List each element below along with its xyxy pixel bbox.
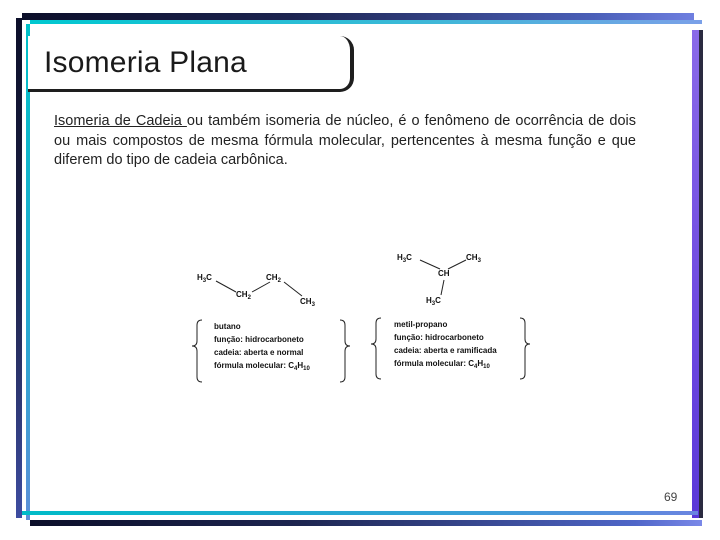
metil-propano-name: metil-propano [394, 320, 448, 329]
butano-formula: fórmula molecular: $C_4H_{10}$ [214, 361, 310, 372]
term-isomeria-de-cadeia: Isomeria de Cadeia [54, 113, 187, 129]
structures-panel [180, 240, 540, 390]
metil-propano-funcao: função: hidrocarboneto [394, 333, 484, 342]
butano-info [214, 320, 310, 376]
frame-bar-top [22, 13, 694, 20]
atom-h3c: $H_3C$ [197, 273, 212, 284]
butano-funcao: função: hidrocarboneto [214, 335, 304, 344]
frame-bar-top-accent [30, 20, 702, 24]
slide-title: Isomeria Plana [44, 46, 247, 79]
definition-text: ou também isomeria de núcleo, é o fenômeno de ocorrência de dois ou mais compostos de mesma fórmula molecular, pertencentes à mesma função e que diferem do tipo de cadeia carbônica. [54, 113, 636, 168]
metil-propano-info [394, 318, 497, 374]
atom-ch2-top: $CH_2$ [266, 273, 281, 284]
metil-propano-formula: fórmula molecular: $C_4H_{10}$ [394, 359, 490, 370]
atom-ch3: $CH_3$ [300, 297, 315, 308]
atom-h3c-top: $H_3C$ [397, 253, 412, 264]
frame-bar-right [692, 30, 699, 518]
metil-propano-cadeia: cadeia: aberta e ramificada [394, 346, 497, 355]
butano-cadeia: cadeia: aberta e normal [214, 348, 304, 357]
atom-ch: CH [438, 269, 450, 278]
frame-bar-left-accent [26, 24, 30, 520]
atom-h3c-bottom: $H_3C$ [426, 296, 441, 307]
frame-bar-bottom-accent [22, 511, 698, 515]
atom-ch3-top: $CH_3$ [466, 253, 481, 264]
page-number: 69 [664, 490, 678, 504]
butano-name: butano [214, 322, 241, 331]
definition-paragraph [54, 112, 636, 171]
atom-ch2-bottom: $CH_2$ [236, 290, 251, 301]
frame-bar-right-shadow [699, 30, 703, 518]
frame-bar-bottom [30, 520, 702, 526]
title-box [28, 36, 354, 92]
frame-bar-left [16, 18, 22, 518]
